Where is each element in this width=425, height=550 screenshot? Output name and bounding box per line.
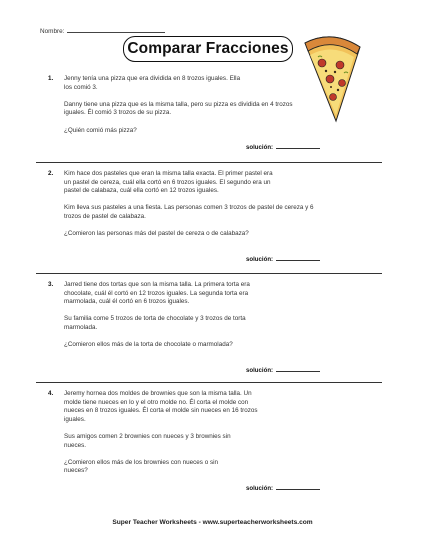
footer: Super Teacher Worksheets - www.superteacherworksheets.com	[112, 519, 313, 526]
answer-field-4	[246, 485, 320, 492]
answer-field-3	[246, 367, 320, 374]
question-text	[64, 75, 354, 135]
question-text	[64, 170, 354, 239]
question-paragraph: Jenny tenía una pizza que era dividida en 8 trozos iguales. Ella los comió 3.	[64, 75, 241, 91]
question-paragraph: Sus amigos comen 2 brownies con nueces y 3 brownies sin nueces.	[64, 432, 231, 449]
answer-label: solución:	[246, 256, 274, 263]
question-paragraph: Danny tiene una pizza que es la misma talla, pero su pizza es dividida en 4 trozos iguales. Él comió 3 trozos de su pizza.	[64, 100, 293, 117]
name-blank[interactable]	[67, 27, 165, 33]
question-prompt: ¿Quién comió más pizza?	[64, 126, 137, 134]
answer-blank[interactable]	[276, 485, 320, 490]
question-paragraph: Jeremy hornea dos moldes de brownies que son la misma talla. Un molde tiene nueces en lo y el otro molde no. Él corta el molde con nueces en 8 trozos iguales. Él corta el molde sin nueces en 16 trozos iguales.	[64, 390, 258, 423]
question-paragraph: Jarred tiene dos tortas que son la misma talla. La primera torta era chocolate, cuál él cortó en 12 trozos iguales. La segunda torta era marmolada, cuál él cortó en 6 trozos iguales.	[64, 281, 250, 306]
answer-field-2	[246, 256, 320, 263]
separator	[36, 162, 382, 163]
separator	[36, 273, 382, 274]
title-box	[123, 36, 293, 62]
question-prompt: ¿Comieron ellos más de la torta de chocolate o marmolada?	[64, 341, 233, 349]
question-prompt: ¿Comieron ellos más de los brownies con nueces o sin nueces?	[64, 458, 218, 475]
separator	[36, 382, 382, 383]
question-text	[64, 390, 354, 476]
question-paragraph: Su familia come 5 trozos de torta de chocolate y 3 trozos de torta marmolada.	[64, 315, 246, 331]
page-title: Comparar Fracciones	[127, 40, 289, 57]
answer-label: solución:	[246, 485, 274, 492]
question-number: 3.	[48, 281, 54, 288]
question-prompt: ¿Comieron las personas más del pastel de cereza o de calabaza?	[64, 230, 249, 238]
answer-label: solución:	[246, 144, 274, 151]
question-text	[64, 281, 354, 350]
question-number: 4.	[48, 390, 54, 397]
answer-label: solución:	[246, 367, 274, 374]
name-label: Nombre:	[40, 28, 65, 35]
question-number: 2.	[48, 170, 54, 177]
answer-field-1	[246, 144, 320, 151]
answer-blank[interactable]	[276, 144, 320, 149]
answer-blank[interactable]	[276, 367, 320, 372]
answer-blank[interactable]	[276, 256, 320, 261]
question-paragraph: Kim lleva sus pasteles a una fiesta. Las personas comen 3 trozos de pastel de cereza y 6 trozos de pastel de calabaza.	[64, 204, 314, 220]
question-paragraph: Kim hace dos pasteles que eran la misma talla exacta. El primer pastel era un pastel de cereza, cuál ella cortó en 6 trozos iguales. El segundo era un pastel de calabaza, cuál ella cortó en 12 trozos iguales.	[64, 170, 273, 195]
question-number: 1.	[48, 75, 54, 82]
name-field-label	[40, 27, 165, 35]
